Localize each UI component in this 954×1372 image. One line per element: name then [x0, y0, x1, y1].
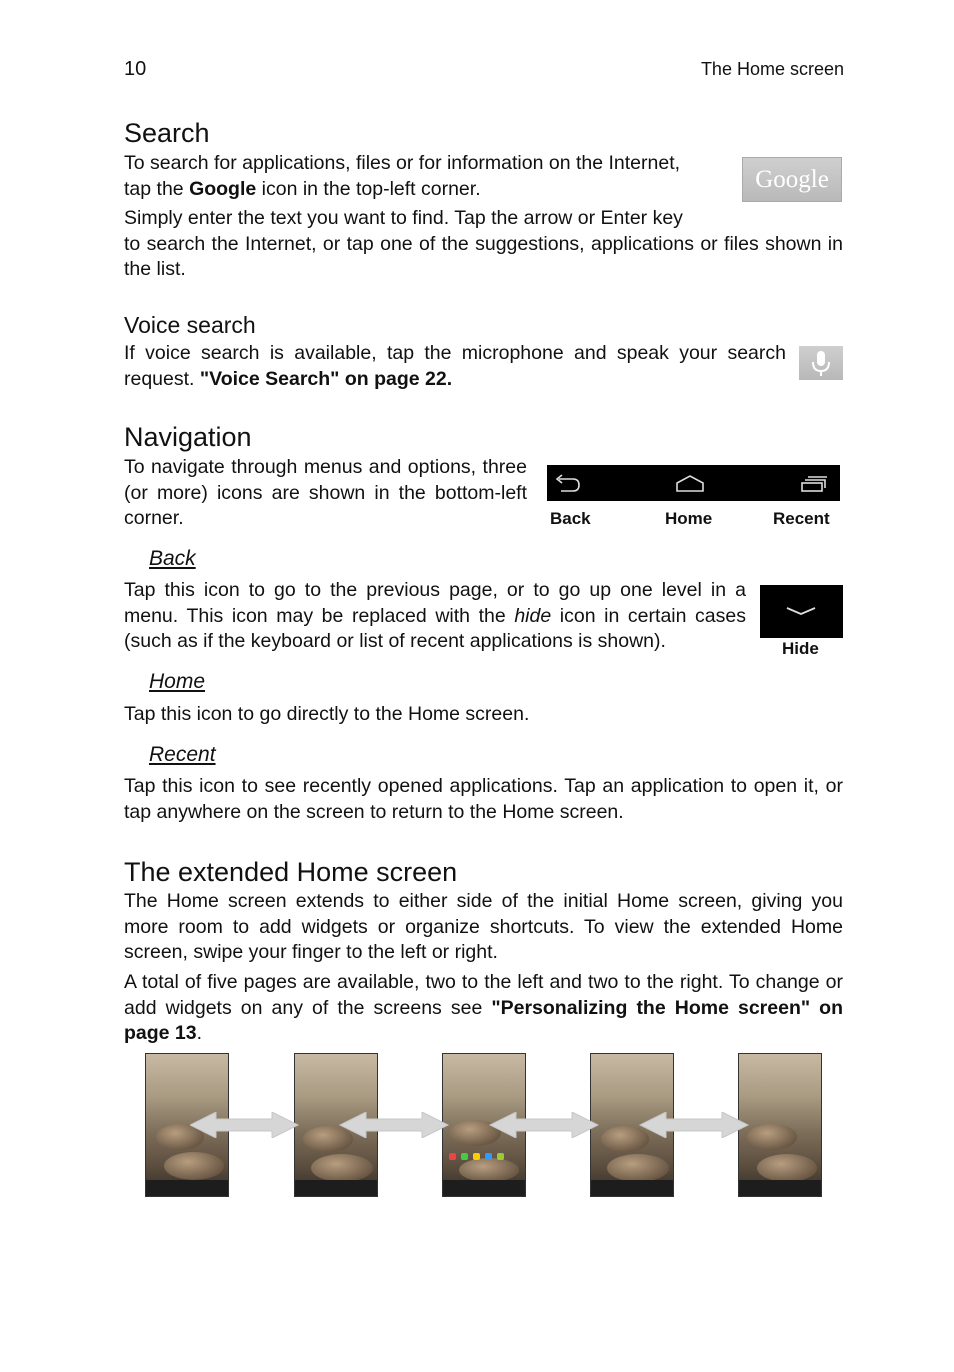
- back-subheading: Back: [149, 547, 196, 570]
- navigation-heading: Navigation: [124, 422, 252, 452]
- back-icon: [557, 475, 579, 491]
- hide-label: Hide: [782, 639, 819, 658]
- home-screen-thumbnail: [590, 1053, 674, 1197]
- navigation-paragraph: To navigate through menus and options, three (or more) icons are shown in the bottom-left corner.: [124, 456, 527, 529]
- home-icon: [677, 476, 703, 491]
- google-logo-text: Google: [755, 166, 829, 193]
- search-paragraph-2: Simply enter the text you want to find. Tap the arrow or Enter key to search the Internet, or tap one of the suggestions, applications or files shown in the list.: [124, 207, 843, 280]
- voice-search-paragraph: If voice search is available, tap the microphone and speak your search request. "Voice Search" on page 22.: [124, 342, 786, 390]
- swipe-arrows: [190, 1112, 770, 1138]
- navigation-bar-image: [547, 465, 840, 501]
- home-screen-thumbnail: [738, 1053, 822, 1197]
- recent-label: Recent: [773, 509, 830, 528]
- extended-paragraph-1: The Home screen extends to either side of the initial Home screen, giving you more room to add widgets or organize shortcuts. To view the extended Home screen, swipe your finger to the left or right.: [124, 890, 843, 963]
- extended-paragraph-2: A total of five pages are available, two to the left and two to the right. To change or add widgets on any of the screens see "Personalizing the Home screen" on page 13.: [124, 971, 843, 1044]
- running-header: The Home screen: [700, 59, 844, 79]
- home-label: Home: [665, 509, 713, 528]
- search-paragraph-1: To search for applications, files or for information on the Internet, tap the Google icon in the top-left corner.: [124, 152, 681, 200]
- recent-icon: [802, 477, 827, 491]
- search-heading: Search: [124, 118, 210, 148]
- home-screen-thumbnail-center: [442, 1053, 526, 1197]
- extended-home-heading: The extended Home screen: [124, 857, 458, 887]
- voice-search-heading: Voice search: [124, 312, 256, 338]
- home-screen-thumbnail: [145, 1053, 229, 1197]
- recent-subheading: Recent: [149, 743, 216, 766]
- page-number: 10: [124, 58, 147, 80]
- google-search-icon: [742, 157, 842, 202]
- home-paragraph: Tap this icon to go directly to the Home screen.: [124, 703, 530, 725]
- back-paragraph: Tap this icon to go to the previous page, or to go up one level in a menu. This icon may be replaced with the hide icon in certain cases (such as if the keyboard or list of recent applications is shown).: [124, 579, 746, 652]
- hide-icon: [760, 585, 843, 638]
- home-subheading: Home: [149, 670, 206, 693]
- microphone-icon: [799, 346, 843, 380]
- recent-paragraph: Tap this icon to see recently opened applications. Tap an application to open it, or tap anywhere on the screen to return to the Home screen.: [124, 775, 843, 823]
- home-screen-thumbnail: [294, 1053, 378, 1197]
- back-label: Back: [550, 509, 591, 528]
